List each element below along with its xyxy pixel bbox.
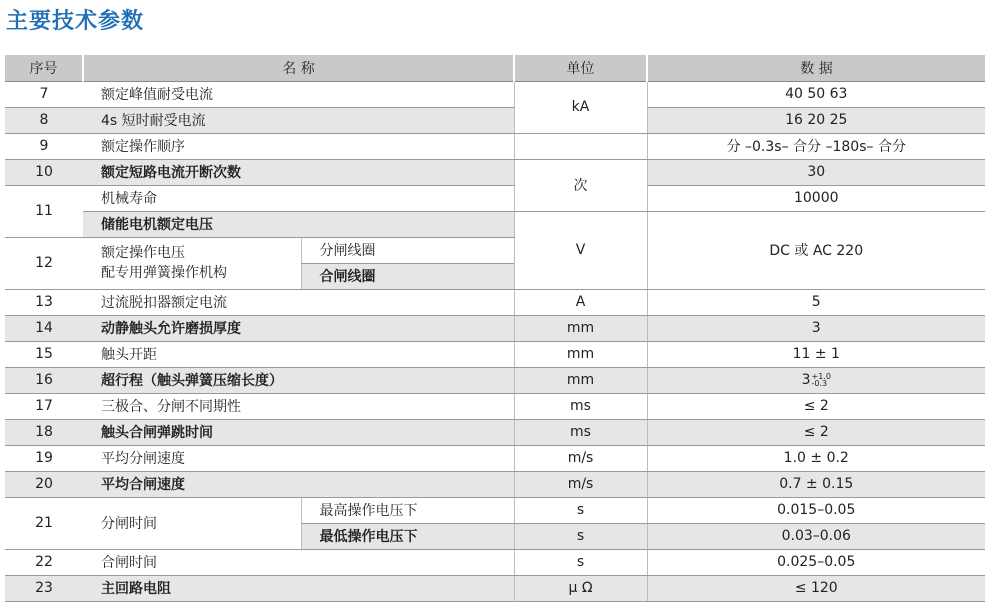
row-unit: mm	[514, 341, 647, 367]
row-name: 触头合闸弹跳时间	[83, 419, 514, 445]
row-name: 分闸时间	[83, 497, 301, 549]
row-no: 16	[5, 367, 83, 393]
row-name: 机械寿命	[83, 185, 514, 211]
row-name-line1: 额定操作电压	[101, 245, 185, 261]
row-unit: m/s	[514, 445, 647, 471]
row-no: 20	[5, 471, 83, 497]
row-no: 14	[5, 315, 83, 341]
row-no: 19	[5, 445, 83, 471]
tolerance	[812, 373, 831, 387]
row-data: 0.015–0.05	[647, 497, 985, 523]
row-subname: 合闸线圈	[301, 263, 514, 289]
row-data: ≤ 2	[647, 419, 985, 445]
row-no: 10	[5, 159, 83, 185]
row-no: 21	[5, 497, 83, 549]
page-title: 主要技术参数	[6, 9, 145, 34]
row-unit: mm	[514, 315, 647, 341]
row-data: 分 –0.3s– 合分 –180s– 合分	[647, 133, 985, 159]
row-unit: μ Ω	[514, 575, 647, 601]
row-name: 主回路电阻	[83, 575, 514, 601]
table-row	[5, 419, 985, 445]
table-row	[5, 341, 985, 367]
row-unit: s	[514, 549, 647, 575]
row-subname: 最高操作电压下	[301, 497, 514, 523]
row-data: DC 或 AC 220	[647, 211, 985, 289]
table-row	[5, 185, 985, 211]
row-unit: V	[514, 211, 647, 289]
table-row	[5, 471, 985, 497]
header-no: 序号	[5, 55, 83, 81]
table-row	[5, 315, 985, 341]
row-no: 9	[5, 133, 83, 159]
row-name: 动静触头允许磨损厚度	[83, 315, 514, 341]
row-data: 0.03–0.06	[647, 523, 985, 549]
tolerance-lower: -0.3	[811, 379, 828, 388]
row-data: 5	[647, 289, 985, 315]
row-unit: 次	[514, 159, 647, 211]
row-no: 8	[5, 107, 83, 133]
header-name: 名 称	[83, 55, 514, 81]
table-row	[5, 289, 985, 315]
row-name: 额定操作顺序	[83, 133, 514, 159]
row-no: 7	[5, 81, 83, 107]
row-unit: ms	[514, 419, 647, 445]
row-data: 1.0 ± 0.2	[647, 445, 985, 471]
row-data: 10000	[647, 185, 985, 211]
row-name	[83, 237, 301, 289]
row-data: 11 ± 1	[647, 341, 985, 367]
row-unit: mm	[514, 367, 647, 393]
table-row	[5, 497, 985, 523]
header-data: 数 据	[647, 55, 985, 81]
row-data: 30	[647, 159, 985, 185]
row-unit: s	[514, 523, 647, 549]
row-data	[647, 367, 985, 393]
row-name: 平均分闸速度	[83, 445, 514, 471]
table-row	[5, 575, 985, 601]
table-row	[5, 159, 985, 185]
row-name: 额定短路电流开断次数	[83, 159, 514, 185]
tolerance-upper: +1.0	[811, 372, 831, 381]
table-row	[5, 81, 985, 107]
row-no: 17	[5, 393, 83, 419]
row-data: 0.025–0.05	[647, 549, 985, 575]
row-subname: 最低操作电压下	[301, 523, 514, 549]
row-name: 合闸时间	[83, 549, 514, 575]
row-name: 三极合、分闸不同期性	[83, 393, 514, 419]
row-name: 触头开距	[83, 341, 514, 367]
row-data: 40 50 63	[647, 81, 985, 107]
row-no: 15	[5, 341, 83, 367]
row-data: 0.7 ± 0.15	[647, 471, 985, 497]
row-name: 额定峰值耐受电流	[83, 81, 514, 107]
row-no: 11	[5, 185, 83, 237]
header-unit: 单位	[514, 55, 647, 81]
row-unit: A	[514, 289, 647, 315]
spec-table	[5, 55, 985, 602]
table-row	[5, 211, 985, 237]
table-row	[5, 367, 985, 393]
row-name: 超行程（触头弹簧压缩长度）	[83, 367, 514, 393]
row-data: ≤ 120	[647, 575, 985, 601]
row-no: 13	[5, 289, 83, 315]
table-header	[5, 55, 985, 81]
row-name: 储能电机额定电压	[83, 211, 514, 237]
row-data: 3	[647, 315, 985, 341]
row-unit: kA	[514, 81, 647, 133]
row-unit: s	[514, 497, 647, 523]
row-unit: m/s	[514, 471, 647, 497]
row-name: 4s 短时耐受电流	[83, 107, 514, 133]
table-row	[5, 549, 985, 575]
row-data: ≤ 2	[647, 393, 985, 419]
table-row	[5, 445, 985, 471]
row-no: 12	[5, 237, 83, 289]
row-data-value: 3	[801, 372, 811, 388]
row-no: 22	[5, 549, 83, 575]
row-no: 18	[5, 419, 83, 445]
row-name: 过流脱扣器额定电流	[83, 289, 514, 315]
row-name: 平均合闸速度	[83, 471, 514, 497]
table-row	[5, 393, 985, 419]
row-subname: 分闸线圈	[301, 237, 514, 263]
row-name-line2: 配专用弹簧操作机构	[101, 265, 227, 281]
row-no: 23	[5, 575, 83, 601]
row-unit	[514, 133, 647, 159]
row-data: 16 20 25	[647, 107, 985, 133]
row-unit: ms	[514, 393, 647, 419]
table-row	[5, 133, 985, 159]
table-row	[5, 107, 985, 133]
